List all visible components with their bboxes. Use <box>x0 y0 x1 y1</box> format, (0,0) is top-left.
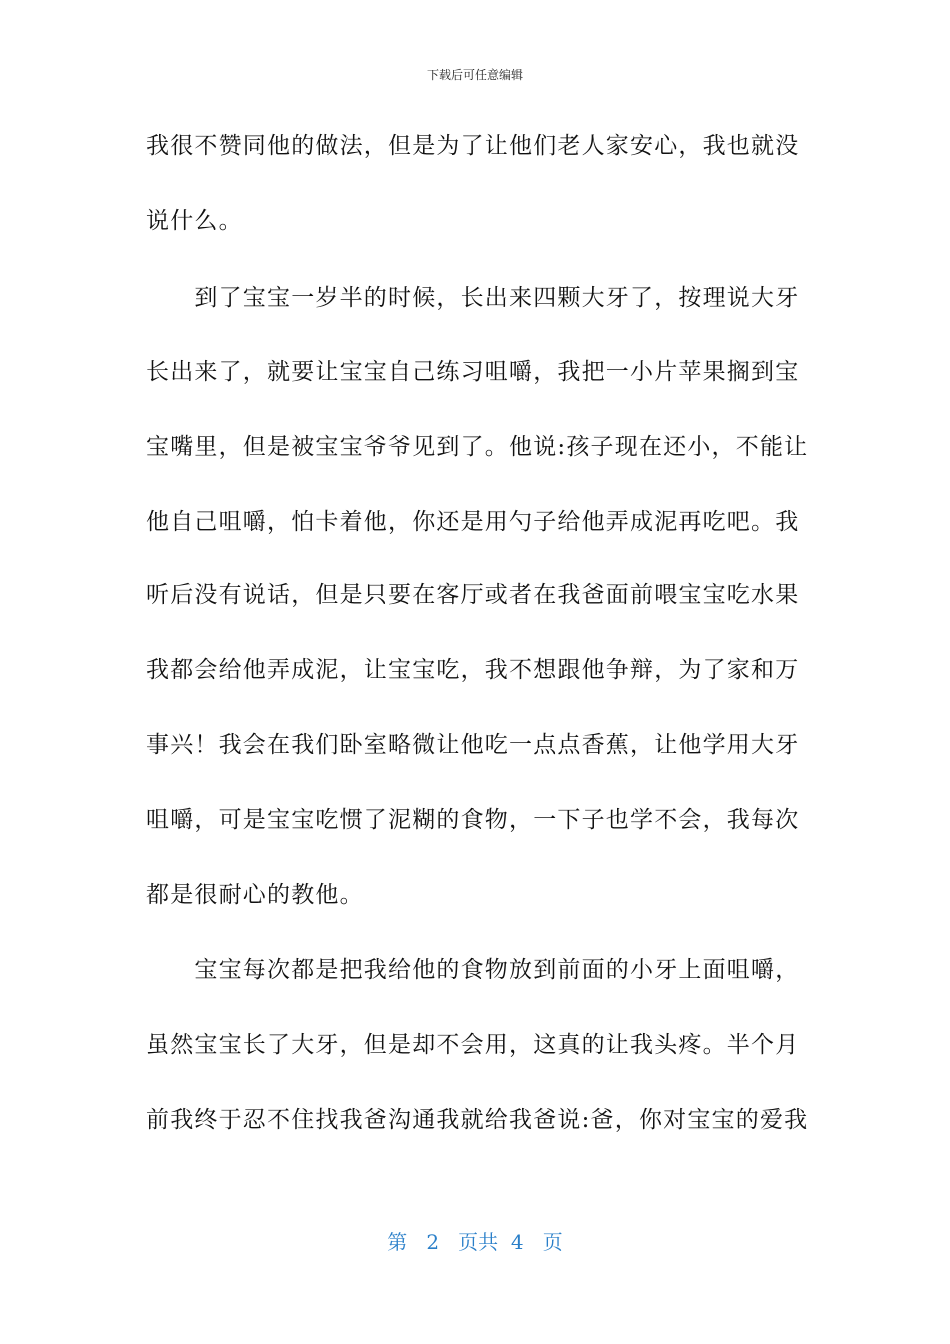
text-line: 虽然宝宝长了大牙，但是却不会用，这真的让我头疼。半个月 <box>146 1032 800 1058</box>
text-line: 说什么。 <box>146 208 243 234</box>
text-line: 我都会给他弄成泥，让宝宝吃，我不想跟他争辩，为了家和万 <box>146 657 800 683</box>
total-pages-number: 4 <box>510 1230 524 1254</box>
page-label-prefix: 第 <box>387 1230 408 1254</box>
page-label-suffix: 页 <box>542 1230 563 1254</box>
current-page-number: 2 <box>426 1230 440 1254</box>
page-label-middle: 页共 <box>458 1230 499 1254</box>
header-note: 下载后可任意编辑 <box>426 68 523 82</box>
text-line: 他自己咀嚼，怕卡着他，你还是用勺子给他弄成泥再吃吧。我 <box>146 509 800 535</box>
text-line: 我很不赞同他的做法，但是为了让他们老人家安心，我也就没 <box>146 133 800 159</box>
text-line: 宝嘴里，但是被宝宝爷爷见到了。他说:孩子现在还小，不能让 <box>146 434 809 460</box>
text-line: 事兴！我会在我们卧室略微让他吃一点点香蕉，让他学用大牙 <box>146 732 800 758</box>
text-line: 咀嚼，可是宝宝吃惯了泥糊的食物，一下子也学不会，我每次 <box>146 807 800 833</box>
text-line: 宝宝每次都是把我给他的食物放到前面的小牙上面咀嚼， <box>146 957 800 983</box>
text-line: 到了宝宝一岁半的时候，长出来四颗大牙了，按理说大牙 <box>146 285 800 311</box>
page-footer <box>0 1226 950 1255</box>
text-line: 都是很耐心的教他。 <box>146 882 364 908</box>
text-line: 长出来了，就要让宝宝自己练习咀嚼，我把一小片苹果搁到宝 <box>146 359 800 385</box>
text-line: 听后没有说话，但是只要在客厅或者在我爸面前喂宝宝吃水果 <box>146 582 800 608</box>
text-line: 前我终于忍不住找我爸沟通我就给我爸说:爸，你对宝宝的爱我 <box>146 1107 809 1133</box>
